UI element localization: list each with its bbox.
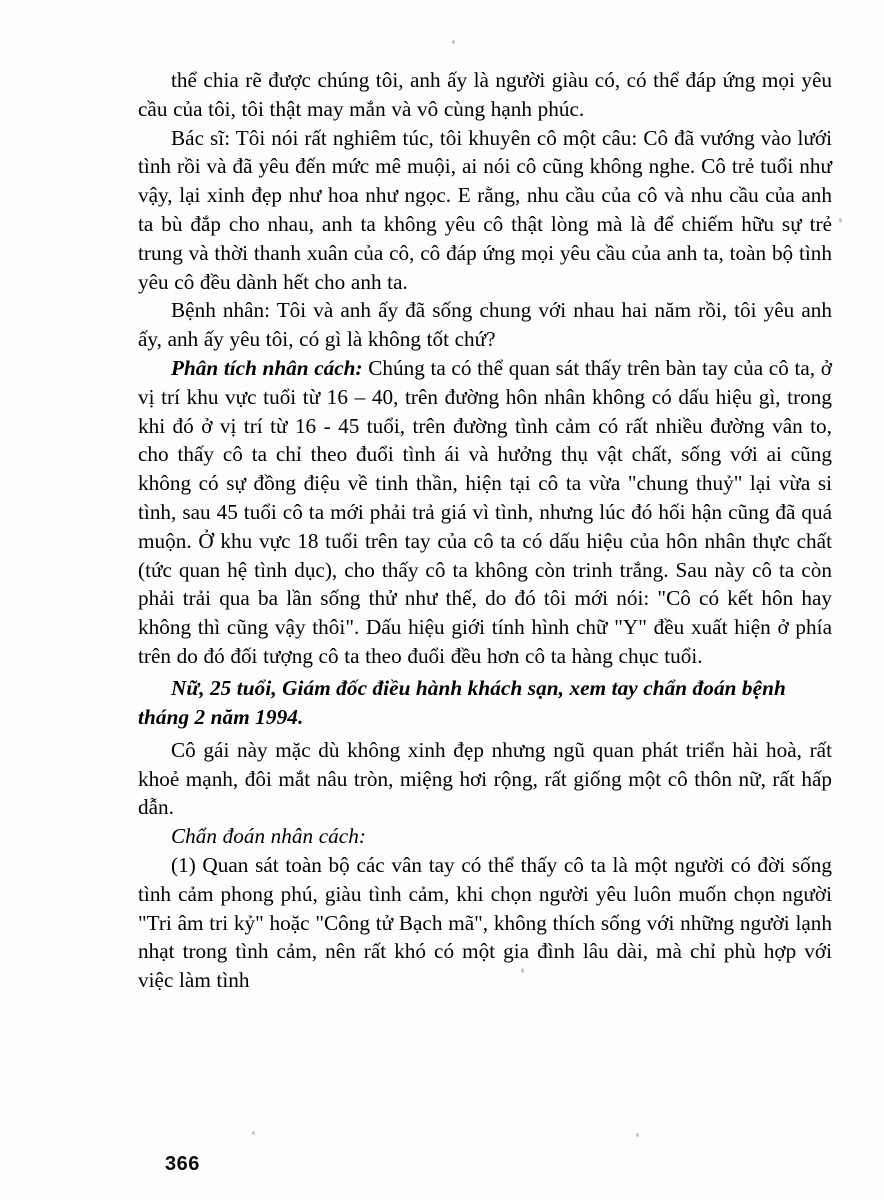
paragraph-diagnosis-label	[138, 822, 832, 851]
paragraph-personality-analysis-body: Chúng ta có thể quan sát thấy trên bàn tay của cô ta, ở vị trí khu vực tuổi từ 16 – 40, trên đường hôn nhân không có dấu hiệu gì, trong khi đó ở vị trí từ 16 - 45 tuổi, trên đường tình cảm có rất nhiều đường vân to, cho thấy cô ta chỉ theo đuổi tình ái và hưởng thụ vật chất, sống với ai cũng không có sự đồng điệu về tinh thần, hiện tại cô ta vừa "chung thuỷ" lại vừa si tình, sau 45 tuổi cô ta mới phải trả giá vì tình, nhưng lúc đó hối hận cũng đã quá muộn. Ở khu vực 18 tuổi trên tay của cô ta có dấu hiệu của hôn nhân thực chất (tức quan hệ tình dục), cho thấy cô ta không còn trinh trắng. Sau này cô ta còn phải trải qua ba lần sống thử như thế, do đó tôi mới nói: "Cô có kết hôn hay không thì cũng vậy thôi". Dấu hiệu giới tính hình chữ "Y" đều xuất hiện ở phía trên do đó đối tượng cô ta theo đuổi đều hơn cô ta hàng chục tuổi.	[138, 355, 832, 668]
paragraph-description: Cô gái này mặc dù không xinh đẹp nhưng ngũ quan phát triển hài hoà, rất khoẻ mạnh, đôi mắt nâu tròn, miệng hơi rộng, rất giống một cô thôn nữ, rất hấp dẫn.	[138, 737, 832, 820]
scan-speck	[636, 1133, 639, 1137]
paragraph-1: thể chia rẽ được chúng tôi, anh ấy là người giàu có, có thể đáp ứng mọi yêu cầu của tôi, tôi thật may mắn và vô cùng hạnh phúc.	[138, 68, 832, 121]
paragraph-personality-analysis	[138, 354, 832, 671]
lead-in-personality-analysis: Phân tích nhân cách:	[171, 355, 363, 380]
scan-speck	[252, 1131, 255, 1135]
paragraph-patient: Bệnh nhân: Tôi và anh ấy đã sống chung với nhau hai năm rồi, tôi yêu anh ấy, anh ấy yêu tôi, có gì là không tốt chứ?	[138, 298, 832, 352]
lead-in-diagnosis: Chẩn đoán nhân cách:	[171, 824, 366, 849]
case-heading: Nữ, 25 tuổi, Giám đốc điều hành khách sạn, xem tay chẩn đoán bệnh tháng 2 năm 1994.	[138, 675, 786, 730]
scan-speck	[839, 218, 842, 223]
paragraph-point-1: (1) Quan sát toàn bộ các vân tay có thể thấy cô ta là một người có đời sống tình cảm phong phú, giàu tình cảm, khi chọn người yêu luôn muốn chọn người "Tri âm tri kỷ" hoặc "Công tử Bạch mã", không thích sống với những người lạnh nhạt trong tình cảm, nên rất khó có một gia đình lâu dài, mà chỉ phù hợp với việc làm tình	[138, 852, 832, 993]
page-number: 366	[165, 1153, 200, 1175]
scan-speck	[452, 40, 455, 44]
page-text-body	[138, 66, 832, 995]
paragraph-doctor: Bác sĩ: Tôi nói rất nghiêm túc, tôi khuyên cô một câu: Cô đã vướng vào lưới tình rồi và đã yêu đến mức mê muội, ai nói cô cũng không nghe. Cô trẻ tuổi như vậy, lại xinh đẹp như hoa như ngọc. E rằng, nhu cầu của cô và nhu cầu của anh ta bù đắp cho nhau, anh ta không yêu cô thật lòng mà là để chiếm hữu sự trẻ trung và thời thanh xuân của cô, cô đáp ứng mọi yêu cầu của anh ta, toàn bộ tình yêu cô đều dành hết cho anh ta.	[138, 125, 832, 294]
